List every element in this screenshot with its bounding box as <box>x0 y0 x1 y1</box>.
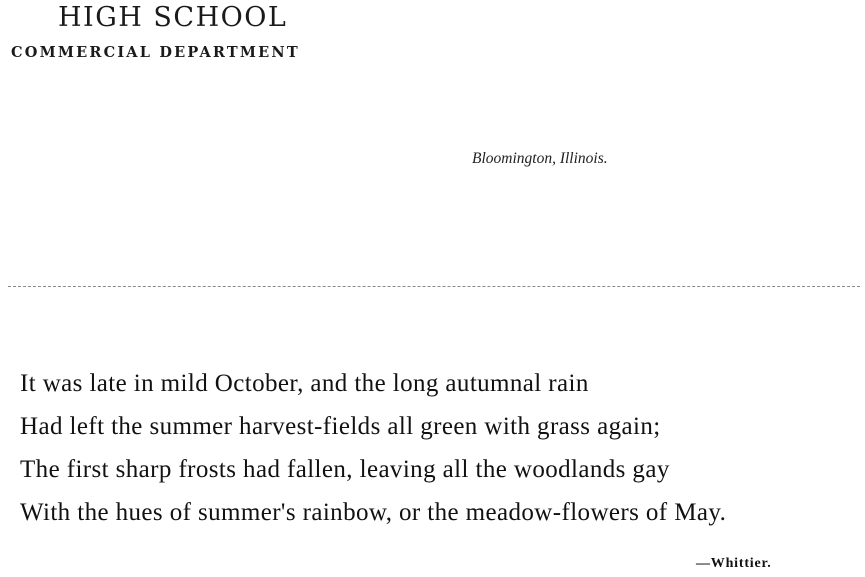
poem-line: Had left the summer harvest-fields all green with grass again; <box>20 413 661 440</box>
school-title: HIGH SCHOOL <box>58 2 288 33</box>
poem-block <box>20 362 726 534</box>
poem-line: With the hues of summer's rainbow, or the meadow-flowers of May. <box>20 499 727 526</box>
poem-line: It was late in mild October, and the long autumnal rain <box>20 370 589 397</box>
location-line: Bloomington, Illinois. <box>472 150 608 167</box>
department-subtitle: COMMERCIAL DEPARTMENT <box>11 44 300 61</box>
poem-line: The first sharp frosts had fallen, leaving all the woodlands gay <box>20 456 670 483</box>
divider-rule <box>8 286 860 287</box>
poem-attribution: —Whittier. <box>696 556 772 571</box>
